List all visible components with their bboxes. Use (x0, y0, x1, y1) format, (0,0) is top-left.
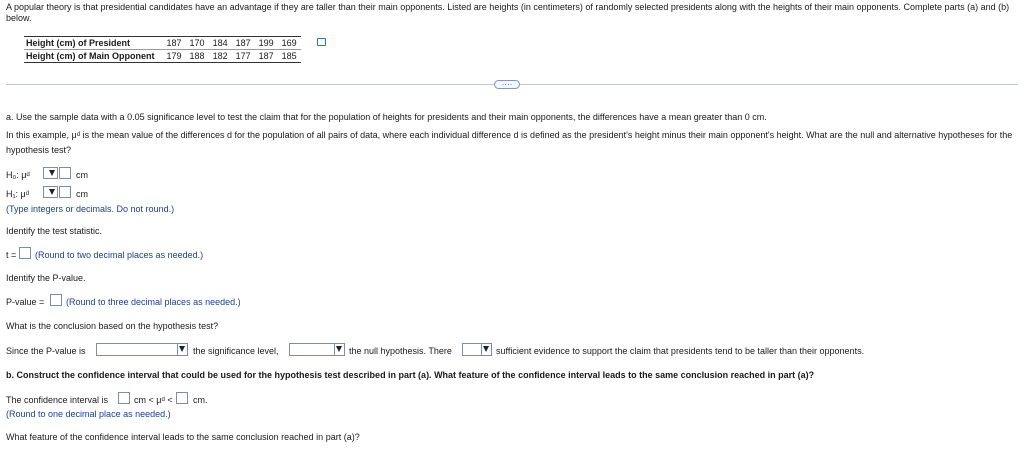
part-a-explain: In this example, μᵈ is the mean value of the differences d for the population of all pairs of data, where each individual difference d is defined as the president's height minus their main opponent's height. What are the null and alternative hypotheses for the hypothesis test? (6, 130, 1013, 155)
row-label: Height (cm) of Main Opponent (24, 50, 163, 63)
t-statistic-input[interactable] (19, 247, 31, 259)
expand-more-button[interactable]: ···· (494, 80, 520, 89)
h1-label: H₁: μᵈ (6, 189, 30, 199)
intro-text: A popular theory is that presidential candidates have an advantage if they are taller than their main opponents. Listed are heights (in centimeters) of randomly selected presidents along with the heights of their main opponents. Complete parts (a) and (b) below. (6, 2, 1010, 23)
ci-lower-input[interactable] (118, 392, 130, 404)
ci-round-note: (Round to one decimal place as needed.) (6, 409, 171, 419)
table-cell: 187 (163, 37, 186, 50)
ci-upper-input[interactable] (176, 392, 188, 404)
t-label: t = (6, 250, 17, 260)
copy-data-icon[interactable] (317, 38, 326, 46)
p-value-label: P-value = (6, 297, 45, 307)
ci-end-text: cm. (193, 395, 208, 405)
part-a-question: a. Use the sample data with a 0.05 significance level to test the claim that for the population of heights for presidents and their main opponents, the differences have a mean greater than 0 cm. (6, 112, 767, 122)
table-cell: 187 (255, 50, 278, 63)
dropdown-separator (481, 344, 482, 355)
table-cell: 185 (278, 50, 301, 63)
ci-label: The confidence interval is (6, 395, 109, 405)
feature-question: What feature of the confidence interval leads to the same conclusion reached in part (a)? (6, 432, 360, 442)
chevron-down-icon (336, 346, 342, 352)
table-cell: 199 (255, 37, 278, 50)
h1-operator-dropdown[interactable] (43, 186, 58, 198)
table-cell: 169 (278, 37, 301, 50)
part-b-question: b. Construct the confidence interval that could be used for the hypothesis test described in part (a). What feature of the confidence interval leads to the same conclusion reached in part (a)? (6, 370, 815, 380)
p-vs-alpha-dropdown[interactable] (96, 343, 188, 356)
chevron-down-icon (49, 189, 55, 195)
since-text: Since the P-value is (6, 346, 86, 356)
table-cell: 170 (186, 37, 209, 50)
chevron-down-icon (483, 346, 489, 352)
evidence-dropdown[interactable] (462, 343, 492, 356)
identify-p-value: Identify the P-value. (6, 273, 86, 283)
h0-operator-dropdown[interactable] (43, 167, 58, 179)
conclusion-question: What is the conclusion based on the hypothesis test? (6, 321, 219, 331)
h0-unit: cm (76, 170, 88, 180)
null-hypothesis-text: the null hypothesis. There (349, 346, 452, 356)
identify-test-statistic: Identify the test statistic. (6, 226, 103, 236)
row-label: Height (cm) of President (24, 37, 163, 50)
table-cell: 182 (209, 50, 232, 63)
t-round-note: (Round to two decimal places as needed.) (35, 250, 204, 260)
evidence-text: sufficient evidence to support the claim that presidents tend to be taller than their opponents. (496, 346, 865, 356)
table-row (24, 50, 301, 63)
p-round-note: (Round to three decimal places as needed.) (66, 297, 241, 307)
table-cell: 188 (186, 50, 209, 63)
h1-value-input[interactable] (59, 186, 71, 198)
table-cell: 179 (163, 50, 186, 63)
table-cell: 187 (232, 37, 255, 50)
significance-text: the significance level, (193, 346, 279, 356)
table-cell: 177 (232, 50, 255, 63)
chevron-down-icon (49, 170, 55, 176)
h0-label: H₀: μᵈ (6, 170, 30, 180)
type-note: (Type integers or decimals. Do not round.) (6, 204, 175, 214)
heights-table (24, 36, 301, 63)
dropdown-separator (334, 344, 335, 355)
dropdown-separator (177, 344, 178, 355)
h1-unit: cm (76, 189, 88, 199)
p-value-input[interactable] (50, 294, 62, 306)
table-cell: 184 (209, 37, 232, 50)
chevron-down-icon (179, 346, 185, 352)
reject-dropdown[interactable] (289, 343, 345, 356)
ci-mid-text: cm < μᵈ < (134, 395, 173, 405)
h0-value-input[interactable] (59, 167, 71, 179)
table-row (24, 37, 301, 50)
